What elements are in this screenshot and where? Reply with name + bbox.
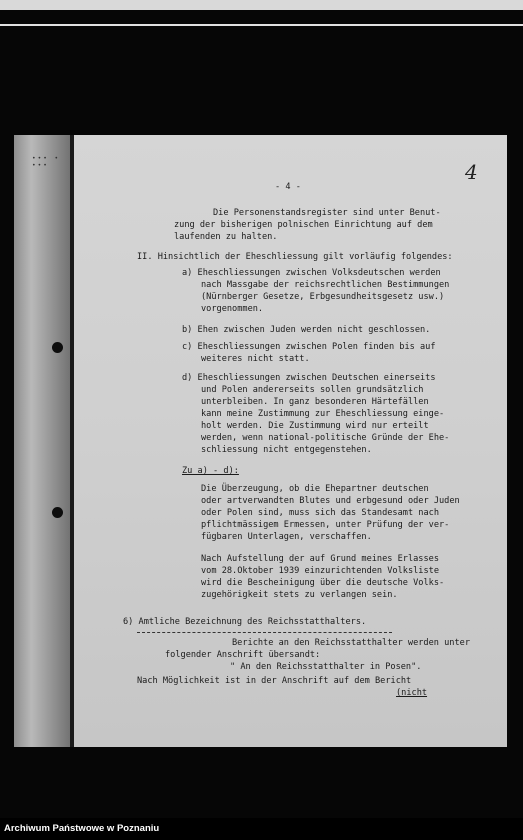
- text-line: und Polen andererseits sollen grundsätzlich: [201, 385, 424, 395]
- text-line: Nach Aufstellung der auf Grund meines Erlasses: [201, 554, 439, 564]
- text-line: Die Überzeugung, ob die Ehepartner deutschen: [201, 484, 429, 494]
- text-line: Nach Möglichkeit ist in der Anschrift auf dem Bericht: [137, 676, 412, 686]
- punch-hole: [52, 342, 63, 353]
- text-line: weiteres nicht statt.: [201, 354, 310, 364]
- text-line: kann meine Zustimmung zur Eheschliessung einge-: [201, 409, 445, 419]
- punch-hole: [52, 507, 63, 518]
- text-line: (nicht: [396, 688, 428, 698]
- film-edge-strip: [0, 0, 523, 10]
- text-line: oder Polen sind, muss sich das Standesamt nach: [201, 508, 439, 518]
- subsection-heading: Zu a) - d):: [182, 466, 239, 476]
- text-line: zugehörigkeit stets zu verlangen sein.: [201, 590, 398, 600]
- film-border-line: [0, 24, 523, 26]
- text-line: pflichtmässigem Ermessen, unter Prüfung der ver-: [201, 520, 450, 530]
- list-item-c: c) Eheschliessungen zwischen Polen finden bis auf: [182, 342, 436, 352]
- handwritten-page-number: 4: [465, 160, 478, 184]
- text-line: oder artverwandten Blutes und erbgesund oder Juden: [201, 496, 460, 506]
- text-line: (Nürnberger Gesetze, Erbgesundheitsgesetz usw.): [201, 292, 445, 302]
- binder-spine: [14, 135, 72, 747]
- archive-footer: [0, 818, 523, 840]
- text-line: " An den Reichsstatthalter in Posen".: [230, 662, 422, 672]
- list-item-a: a) Eheschliessungen zwischen Volksdeutschen werden: [182, 268, 441, 278]
- text-line: schliessung nicht entgegenstehen.: [201, 445, 372, 455]
- text-line: zung der bisherigen polnischen Einrichtung auf dem: [174, 220, 433, 230]
- heading-underline: [137, 632, 392, 633]
- text-line: nach Massgabe der reichsrechtlichen Bestimmungen: [201, 280, 450, 290]
- text-line: Berichte an den Reichsstatthalter werden unter: [232, 638, 470, 648]
- section-heading: II. Hinsichtlich der Eheschliessung gilt vorläufig folgendes:: [137, 252, 453, 262]
- binder-marks: ••• • •••: [32, 155, 61, 169]
- list-item-d: d) Eheschliessungen zwischen Deutschen einerseits: [182, 373, 436, 383]
- text-line: werden, wenn national-politische Gründe der Ehe-: [201, 433, 450, 443]
- list-item-b: b) Ehen zwischen Juden werden nicht geschlossen.: [182, 325, 431, 335]
- text-line: laufenden zu halten.: [174, 232, 278, 242]
- text-line: wird die Bescheinigung über die deutsche Volks-: [201, 578, 445, 588]
- text-line: folgender Anschrift übersandt:: [165, 650, 321, 660]
- text-line: vom 28.Oktober 1939 einzurichtenden Volksliste: [201, 566, 439, 576]
- text-line: unterbleiben. In ganz besonderen Härtefällen: [201, 397, 429, 407]
- text-line: vorgenommen.: [201, 304, 264, 314]
- section-heading: 6) Amtliche Bezeichnung des Reichsstatthalters.: [123, 617, 367, 627]
- text-line: Die Personenstandsregister sind unter Benut-: [213, 208, 441, 218]
- archive-label: Archiwum Państwowe w Poznaniu: [4, 823, 160, 834]
- text-line: holt werden. Die Zustimmung wird nur erteilt: [201, 421, 429, 431]
- text-line: fügbaren Unterlagen, verschaffen.: [201, 532, 372, 542]
- page-number: - 4 -: [275, 182, 301, 192]
